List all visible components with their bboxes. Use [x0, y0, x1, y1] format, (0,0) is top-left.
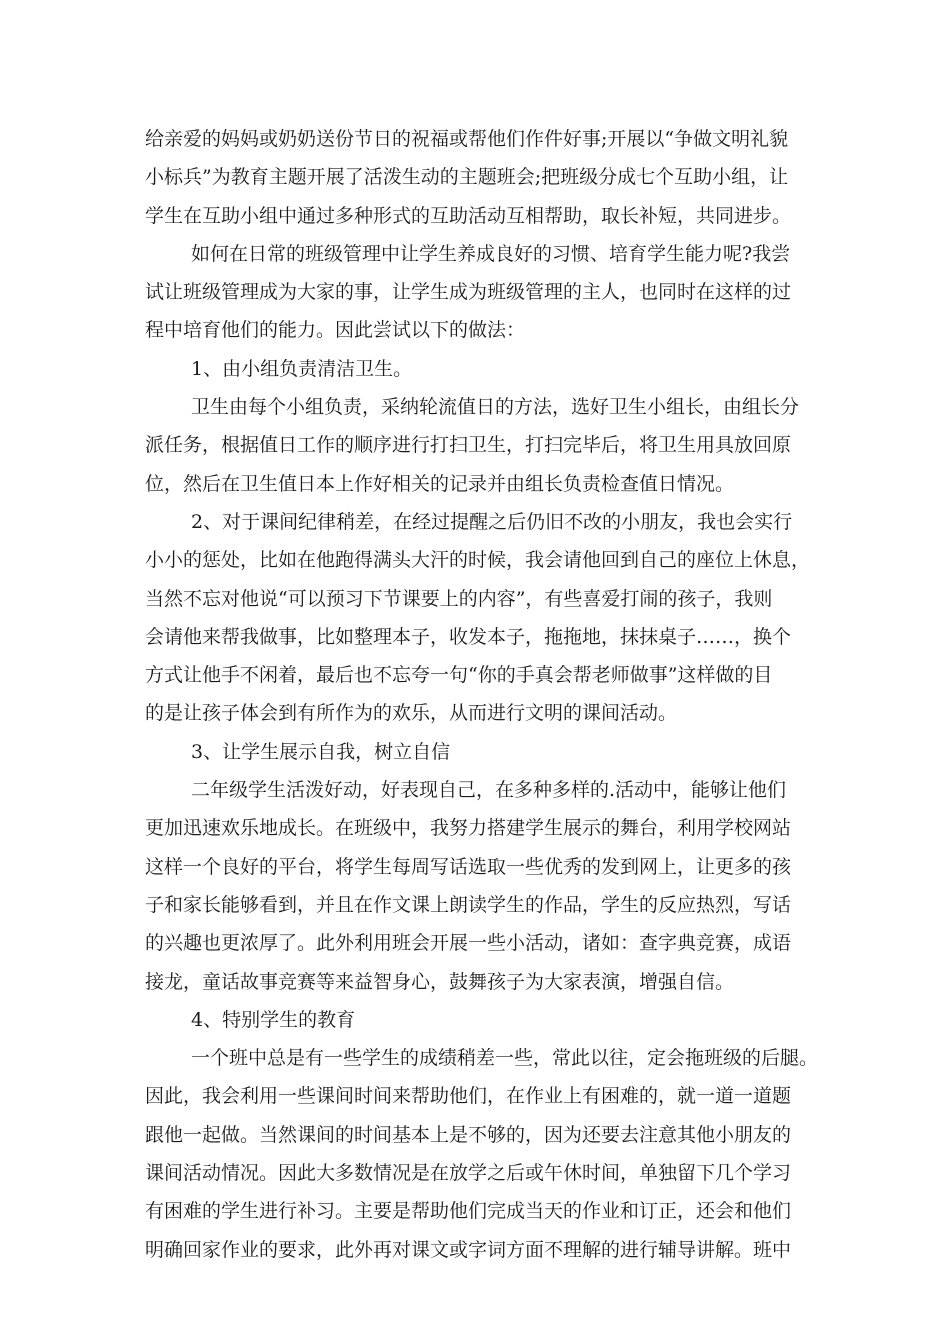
text-line: 更加迅速欢乐地成长。在班级中，我努力搭建学生展示的舞台，利用学校网站 — [145, 817, 792, 840]
text-line: 小标兵”为教育主题开展了活泼生动的主题班会;把班级分成七个互助小组，让 — [145, 166, 789, 189]
body-text — [145, 120, 835, 1269]
text-line: 这样一个良好的平台，将学生每周写话选取一些优秀的发到网上，让更多的孩 — [145, 855, 792, 878]
text-line: 派任务，根据值日工作的顺序进行打扫卫生，打扫完毕后，将卫生用具放回原 — [145, 434, 792, 457]
text-line: 因此，我会利用一些课间时间来帮助他们，在作业上有困难的，就一道一道题 — [145, 1085, 792, 1108]
text-line: 小小的惩处，比如在他跑得满头大汗的时候，我会请他回到自己的座位上休息， — [145, 549, 811, 572]
paragraph-start-line: 卫生由每个小组负责，采纳轮流值日的方法，选好卫生小组长，由组长分 — [191, 396, 800, 419]
paragraph-start-line: 如何在日常的班级管理中让学生养成良好的习惯、培育学生能力呢?我尝 — [191, 242, 791, 265]
text-line: 明确回家作业的要求，此外再对课文或字词方面不理解的进行辅导讲解。班中 — [145, 1238, 792, 1261]
section-heading-2: 2、对于课间纪律稍差，在经过提醒之后仍旧不改的小朋友，我也会实行 — [191, 510, 793, 533]
text-line: 有困难的学生进行补习。主要是帮助他们完成当天的作业和订正，还会和他们 — [145, 1200, 792, 1223]
text-line: 子和家长能够看到，并且在作文课上朗读学生的作品，学生的反应热烈，写话 — [145, 893, 792, 916]
section-heading-4: 4、特别学生的教育 — [191, 1008, 356, 1031]
paragraph-start-line: 二年级学生活泼好动，好表现自己，在多种多样的.活动中，能够让他们 — [191, 779, 787, 802]
text-line: 给亲爱的妈妈或奶奶送份节日的祝福或帮他们作件好事;开展以“争做文明礼貌 — [145, 128, 789, 150]
text-line: 会请他来帮我做事，比如整理本子，收发本子，拖拖地，抹抹桌子……，换个 — [145, 625, 792, 648]
section-heading-1: 1、由小组负责清洁卫生。 — [191, 357, 413, 380]
text-line: 学生在互助小组中通过多种形式的互助活动互相帮助，取长补短，共同进步。 — [145, 204, 792, 227]
text-line: 当然不忘对他说“可以预习下节课要上的内容”，有些喜爱打闹的孩子，我则 — [145, 587, 773, 610]
text-line: 的兴趣也更浓厚了。此外利用班会开展一些小活动，诸如：查字典竞赛，成语 — [145, 932, 792, 955]
text-line: 接龙，童话故事竞赛等来益智身心，鼓舞孩子为大家表演，增强自信。 — [145, 970, 735, 993]
text-line: 位，然后在卫生值日本上作好相关的记录并由组长负责检查值日情况。 — [145, 472, 735, 495]
text-line: 跟他一起做。当然课间的时间基本上是不够的，因为还要去注意其他小朋友的 — [145, 1123, 792, 1146]
section-heading-3: 3、让学生展示自我，树立自信 — [191, 740, 451, 763]
paragraph-start-line: 一个班中总是有一些学生的成绩稍差一些，常此以往，定会拖班级的后腿。 — [191, 1047, 819, 1070]
text-line: 试让班级管理成为大家的事，让学生成为班级管理的主人，也同时在这样的过 — [145, 281, 792, 304]
text-line: 方式让他手不闲着，最后也不忘夸一句“你的手真会帮老师做事”这样做的目 — [145, 664, 773, 687]
text-line: 程中培育他们的能力。因此尝试以下的做法： — [145, 319, 526, 342]
text-line: 课间活动情况。因此大多数情况是在放学之后或午休时间，单独留下几个学习 — [145, 1162, 792, 1185]
text-line: 的是让孩子体会到有所作为的欢乐，从而进行文明的课间活动。 — [145, 702, 678, 725]
